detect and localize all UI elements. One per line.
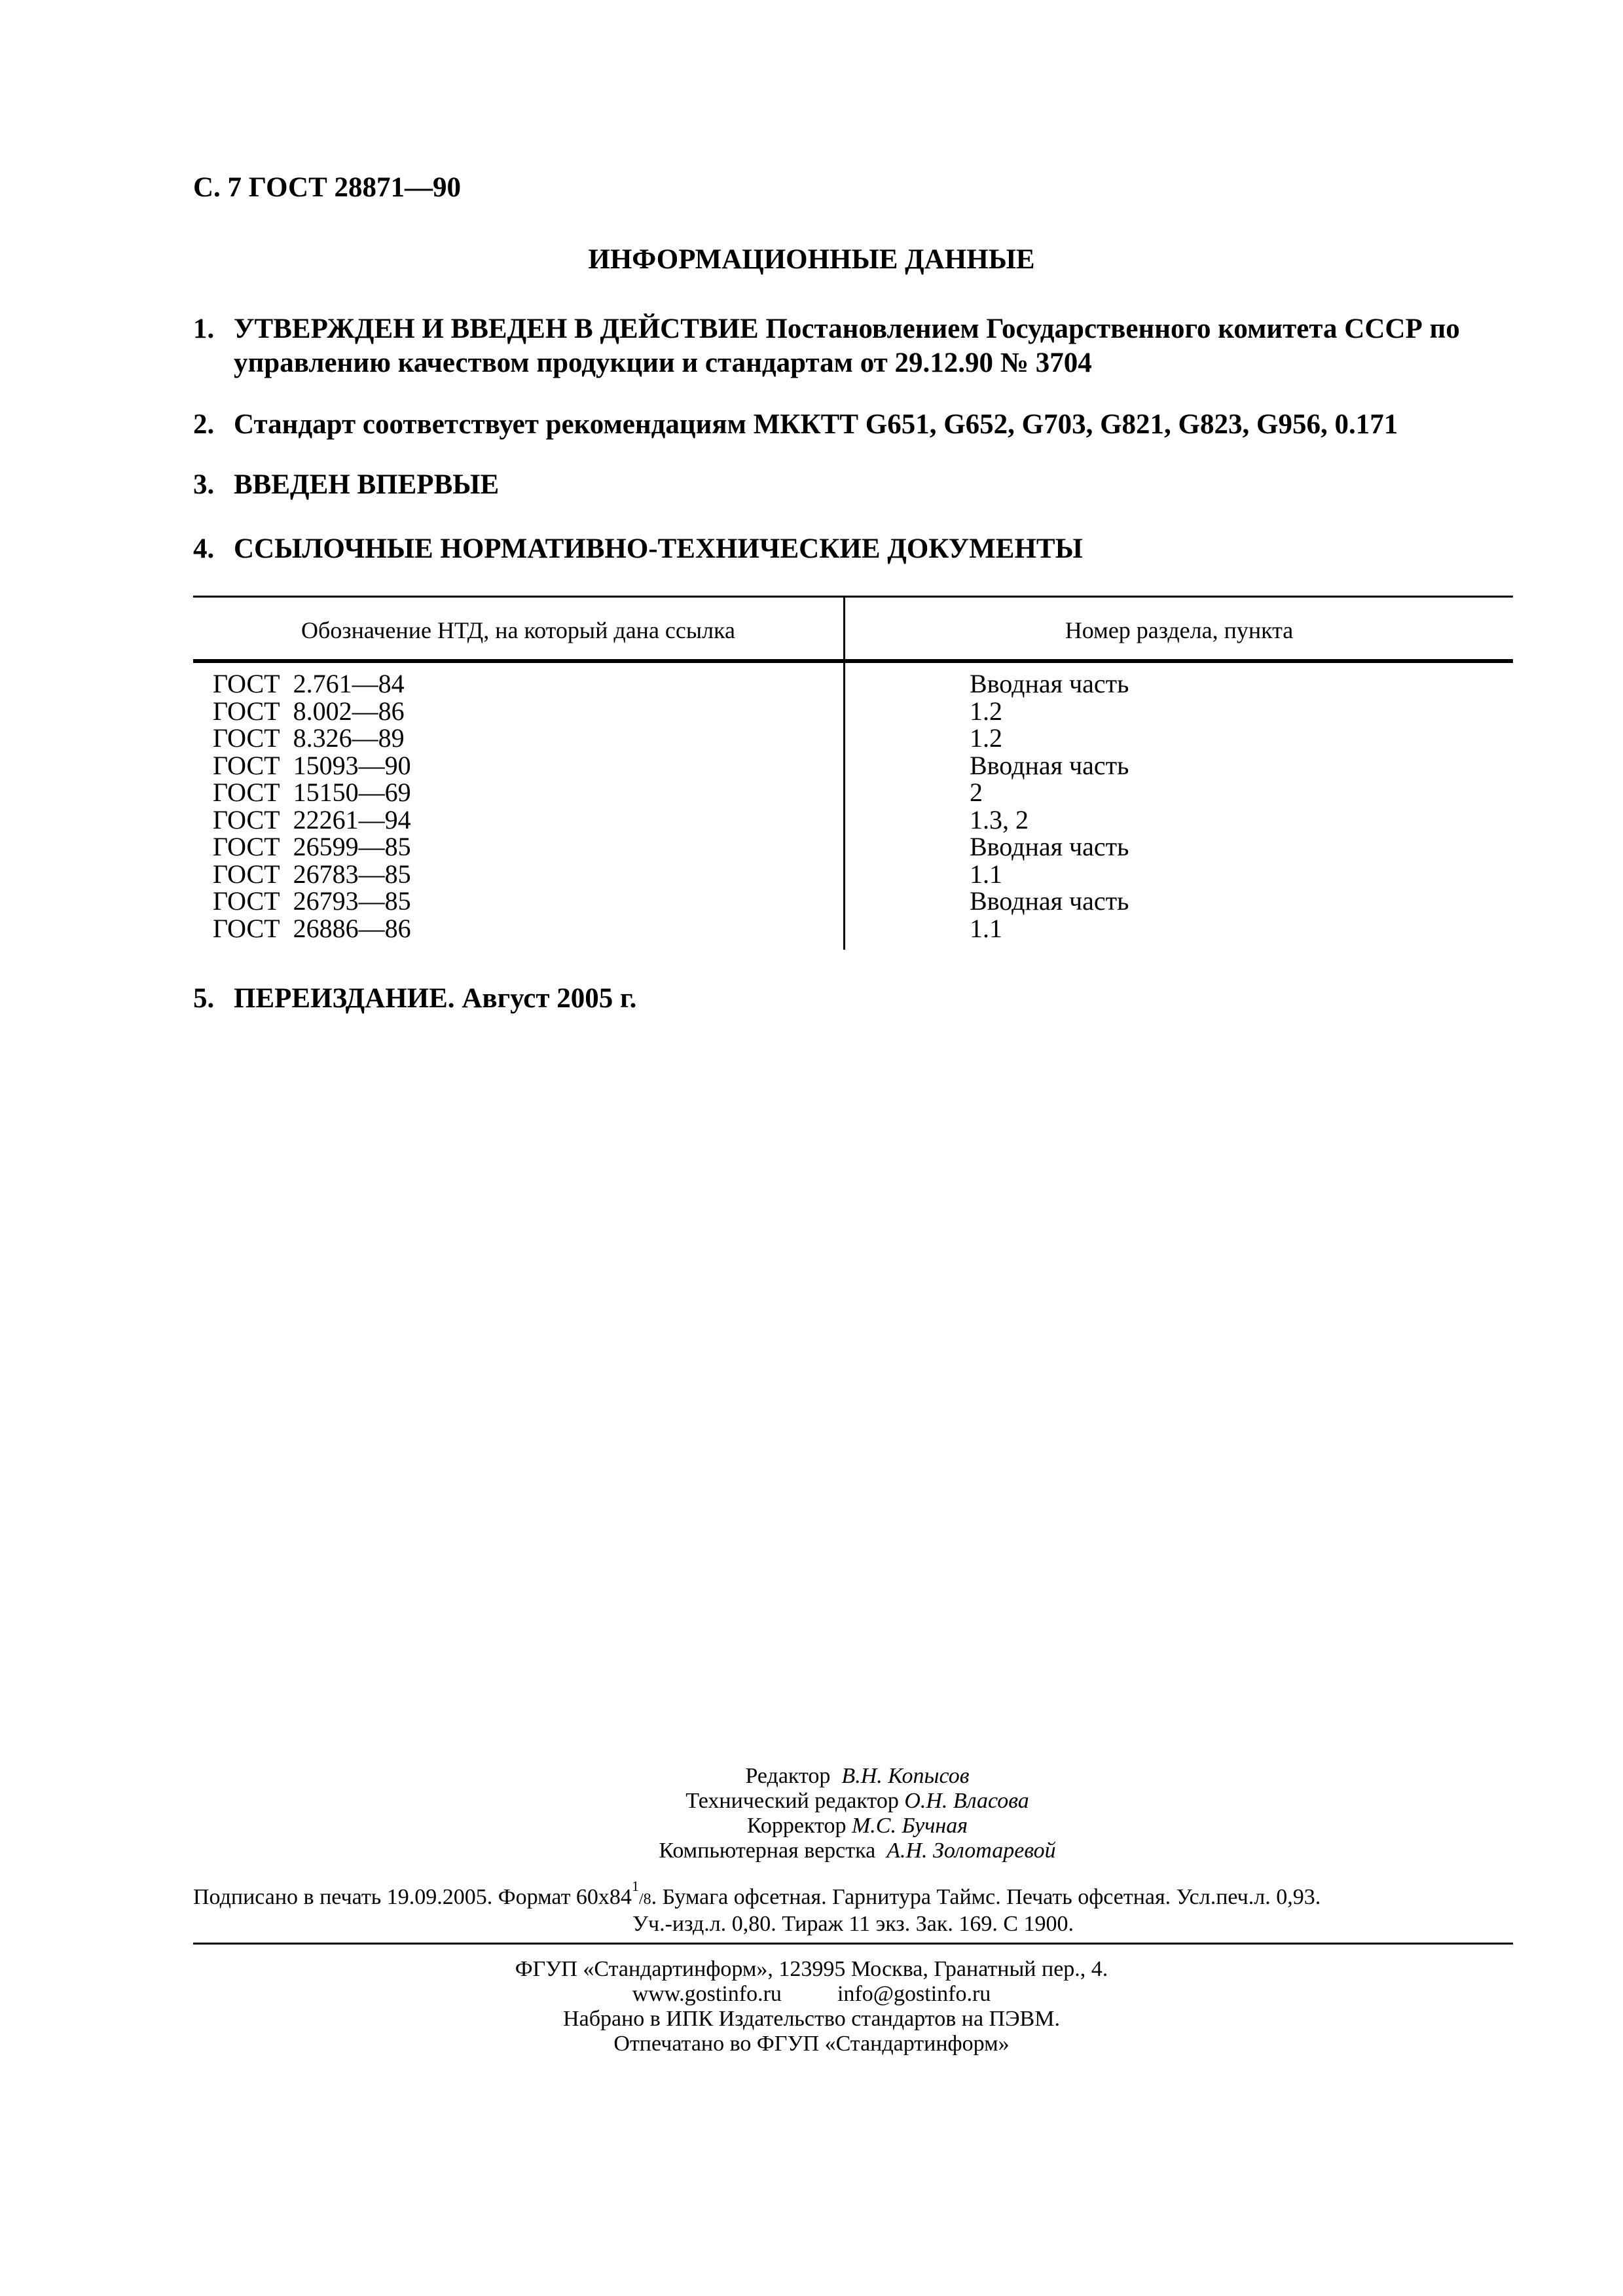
credit-editor [0,1764,1623,1789]
item-number: 1. [193,314,215,344]
table-column-divider [843,596,845,950]
table-header-section: Номер раздела, пункта [1065,617,1294,643]
table-column-section [970,670,1129,942]
credit-layout [0,1839,1623,1863]
page-header: С. 7 ГОСТ 28871—90 [193,172,462,203]
publisher-site: www.gostinfo.ru [632,1982,782,2006]
table-cell: ГОСТ 26599—85 [213,832,411,861]
table-cell: Вводная часть [970,669,1129,698]
credit-role: Редактор [745,1764,831,1788]
item-text: Август 2005 г. [454,983,637,1014]
item-text-continued: управлению качеством продукции и стандартам от 29.12.90 № 3704 [234,348,1092,378]
table-header-double-rule [193,659,1513,663]
publisher-email: info@gostinfo.ru [837,1982,991,2006]
print-info [193,1878,1513,1937]
table-cell: ГОСТ 26793—85 [213,886,411,916]
credit-name: В.Н. Копысов [841,1764,970,1788]
table-cell: ГОСТ 8.002—86 [213,696,405,726]
credit-role: Компьютерная верстка [659,1839,876,1863]
item-4 [193,532,1513,566]
credit-name: А.Н. Золотаревой [886,1839,1056,1863]
print-info-text: Подписано в печать 19.09.2005. Формат 60х84 [193,1885,632,1909]
table-cell: ГОСТ 8.326—89 [213,723,405,753]
item-text: Стандарт соответствует рекомендациям МККТТ G651, G652, G703, G821, G823, G956, 0.171 [234,409,1398,440]
item-text: Постановлением Государственного комитета СССР по [758,314,1460,344]
publisher-address: ФГУП «Стандартинформ», 123995 Москва, Гранатный пер., 4. [515,1957,1108,1981]
section-title: ИНФОРМАЦИОННЫЕ ДАННЫЕ [588,244,1035,275]
table-cell: Вводная часть [970,886,1129,916]
divider-rule [193,1943,1513,1945]
table-header-designation: Обозначение НТД, на который дана ссылка [301,617,735,643]
table-column-designation [213,670,411,942]
table-cell: ГОСТ 2.761—84 [213,669,405,698]
print-info-line-1 [193,1878,1513,1912]
table-cell: ГОСТ 15093—90 [213,750,411,780]
publisher-typeset: Набрано в ИПК Издательство стандартов на ПЭВМ. [563,2007,1060,2031]
credit-tech-editor [0,1789,1623,1814]
credit-role: Корректор [746,1814,847,1838]
credits-block [0,1764,1623,1863]
format-superscript: 1 [631,1878,639,1894]
table-cell: 2 [970,778,983,807]
print-info-text: . Бумага офсетная. Гарнитура Таймс. Печать офсетная. Усл.печ.л. 0,93. [651,1885,1321,1909]
table-cell: 1.3, 2 [970,804,1029,834]
table-cell: 1.2 [970,696,1002,726]
credit-role: Технический редактор [685,1789,899,1813]
publisher-printed: Отпечатано во ФГУП «Стандартинформ» [613,2032,1010,2056]
table-cell: 1.1 [970,913,1002,943]
table-cell: ГОСТ 22261—94 [213,804,411,834]
format-fraction: /8 [638,1891,651,1908]
item-number: 4. [193,533,215,564]
credit-name: О.Н. Власова [904,1789,1029,1813]
item-3 [193,468,1513,502]
publisher-block [0,1957,1623,2056]
print-info-line-2: Уч.-изд.л. 0,80. Тираж 11 экз. Зак. 169. С 1900. [632,1912,1074,1936]
item-5 [193,982,1513,1016]
table-cell: 1.1 [970,859,1002,889]
item-number: 5. [193,983,215,1014]
publisher-contacts [0,1982,1623,2007]
table-cell: ГОСТ 26886—86 [213,913,411,943]
item-lead: ССЫЛОЧНЫЕ НОРМАТИВНО-ТЕХНИЧЕСКИЕ ДОКУМЕНТЫ [234,533,1083,564]
reference-table [193,596,1513,950]
credit-name: М.С. Бучная [851,1814,968,1838]
item-2 [193,408,1513,442]
item-1 [193,312,1513,384]
item-lead: ВВЕДЕН ВПЕРВЫЕ [234,469,500,500]
item-lead: УТВЕРЖДЕН И ВВЕДЕН В ДЕЙСТВИЕ [234,314,759,344]
table-top-rule [193,596,1513,598]
table-cell: Вводная часть [970,750,1129,780]
item-number: 3. [193,469,215,500]
item-number: 2. [193,409,215,440]
credit-proofreader [0,1814,1623,1839]
table-cell: ГОСТ 26783—85 [213,859,411,889]
table-cell: Вводная часть [970,832,1129,861]
item-lead: ПЕРЕИЗДАНИЕ. [234,983,455,1014]
table-cell: ГОСТ 15150—69 [213,778,411,807]
table-cell: 1.2 [970,723,1002,753]
